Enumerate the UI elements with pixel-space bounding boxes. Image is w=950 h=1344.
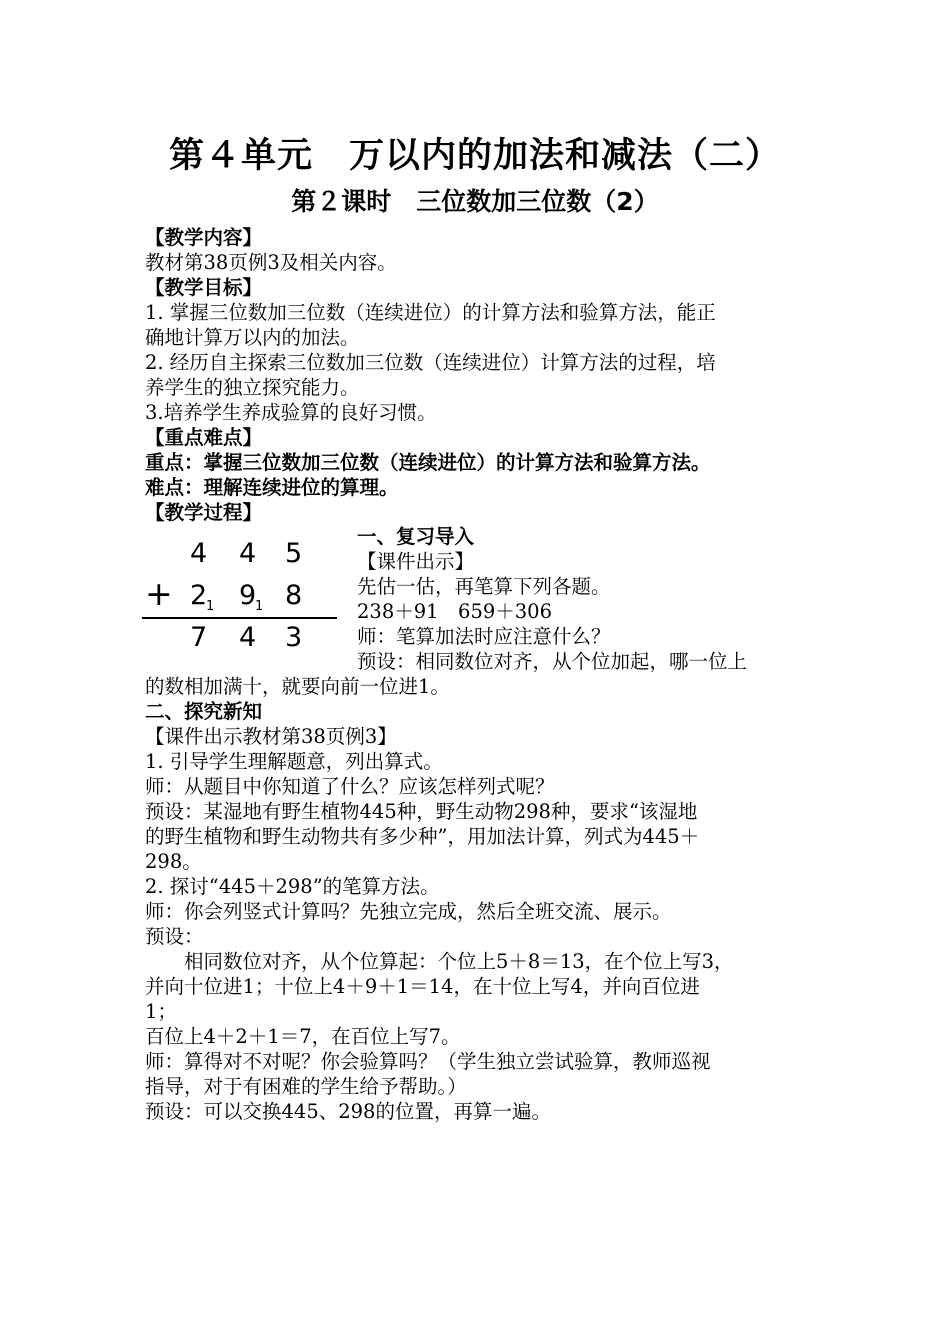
calc-digit: 5 (285, 538, 303, 569)
section-heading-goals: 【教学目标】 (145, 276, 263, 299)
text-line: 指导，对于有困难的学生给予帮助。） (145, 1075, 467, 1098)
sum-line (142, 617, 337, 619)
text-line: 3.培养学生养成验算的良好习惯。 (145, 401, 437, 424)
text-line: 1； (145, 1000, 177, 1023)
section-heading-review: 一、复习导入 (357, 525, 475, 548)
text-line: 【课件出示教材第38页例3】 (145, 725, 397, 748)
text-line: 相同数位对齐，从个位算起：个位上5＋8＝13，在个位上写3， (145, 950, 734, 973)
carry-digit: 1 (255, 599, 264, 614)
calc-digit: 3 (285, 622, 303, 653)
carry-digit: 1 (206, 599, 215, 614)
lesson-title: 第２课时 三位数加三位数（2） (291, 187, 659, 216)
text-line: 的数相加满十，就要向前一位进1。 (145, 675, 450, 698)
text-line: 2. 经历自主探索三位数加三位数（连续进位）计算方法的过程，培 (145, 351, 716, 374)
text-line: 【课件出示】 (357, 550, 475, 573)
text-line: 百位上4＋2＋1＝7，在百位上写7。 (145, 1025, 461, 1048)
text-line: 298。 (145, 850, 202, 873)
text-line: 2. 探讨“445＋298”的笔算方法。 (145, 875, 440, 898)
section-heading-explore: 二、探究新知 (145, 700, 263, 723)
text-line: 师：从题目中你知道了什么？应该怎样列式呢？ (145, 775, 555, 798)
text-line: 教材第38页例3及相关内容。 (145, 251, 397, 274)
section-heading-content: 【教学内容】 (145, 226, 263, 249)
text-line: 养学生的独立探究能力。 (145, 376, 360, 399)
text-line-difficulty: 难点：理解连续进位的算理。 (145, 476, 399, 499)
unit-title: 第４单元 万以内的加法和减法（二） (168, 136, 781, 176)
calc-digit: 9 (239, 580, 257, 611)
calc-digit: 4 (239, 622, 257, 653)
text-line: 师：笔算加法时应注意什么？ (357, 625, 611, 648)
text-line: 1. 掌握三位数加三位数（连续进位）的计算方法和验算方法，能正 (145, 301, 716, 324)
section-heading-process: 【教学过程】 (145, 501, 263, 524)
section-heading-keypoints: 【重点难点】 (145, 426, 263, 449)
text-line: 1. 引导学生理解题意，列出算式。 (145, 750, 443, 773)
text-line: 预设： (145, 925, 204, 948)
text-line: 的野生植物和野生动物共有多少种”，用加法计算，列式为445＋ (145, 825, 700, 848)
text-line: 预设：可以交换445、298的位置，再算一遍。 (145, 1100, 551, 1123)
text-line: 师：你会列竖式计算吗？先独立完成，然后全班交流、展示。 (145, 900, 672, 923)
text-line: 预设：相同数位对齐，从个位加起，哪一位上 (357, 650, 748, 673)
text-line: 预设：某湿地有野生植物445种，野生动物298种，要求“该湿地 (145, 800, 698, 823)
calc-digit: 4 (239, 538, 257, 569)
calc-digit: 7 (190, 622, 208, 653)
text-line: 确地计算万以内的加法。 (145, 326, 360, 349)
calc-digit: 8 (285, 580, 303, 611)
calc-digit: 4 (190, 538, 208, 569)
plus-sign: + (145, 574, 173, 613)
text-line: 先估一估，再笔算下列各题。 (357, 575, 611, 598)
text-line: 师：算得对不对呢？你会验算吗？（学生独立尝试验算，教师巡视 (145, 1050, 711, 1073)
text-line: 238＋91 659＋306 (357, 600, 552, 623)
calc-digit: 2 (190, 580, 208, 611)
text-line: 并向十位进1；十位上4＋9＋1＝14，在十位上写4，并向百位进 (145, 975, 700, 998)
text-line-keypoint: 重点：掌握三位数加三位数（连续进位）的计算方法和验算方法。 (145, 451, 711, 474)
